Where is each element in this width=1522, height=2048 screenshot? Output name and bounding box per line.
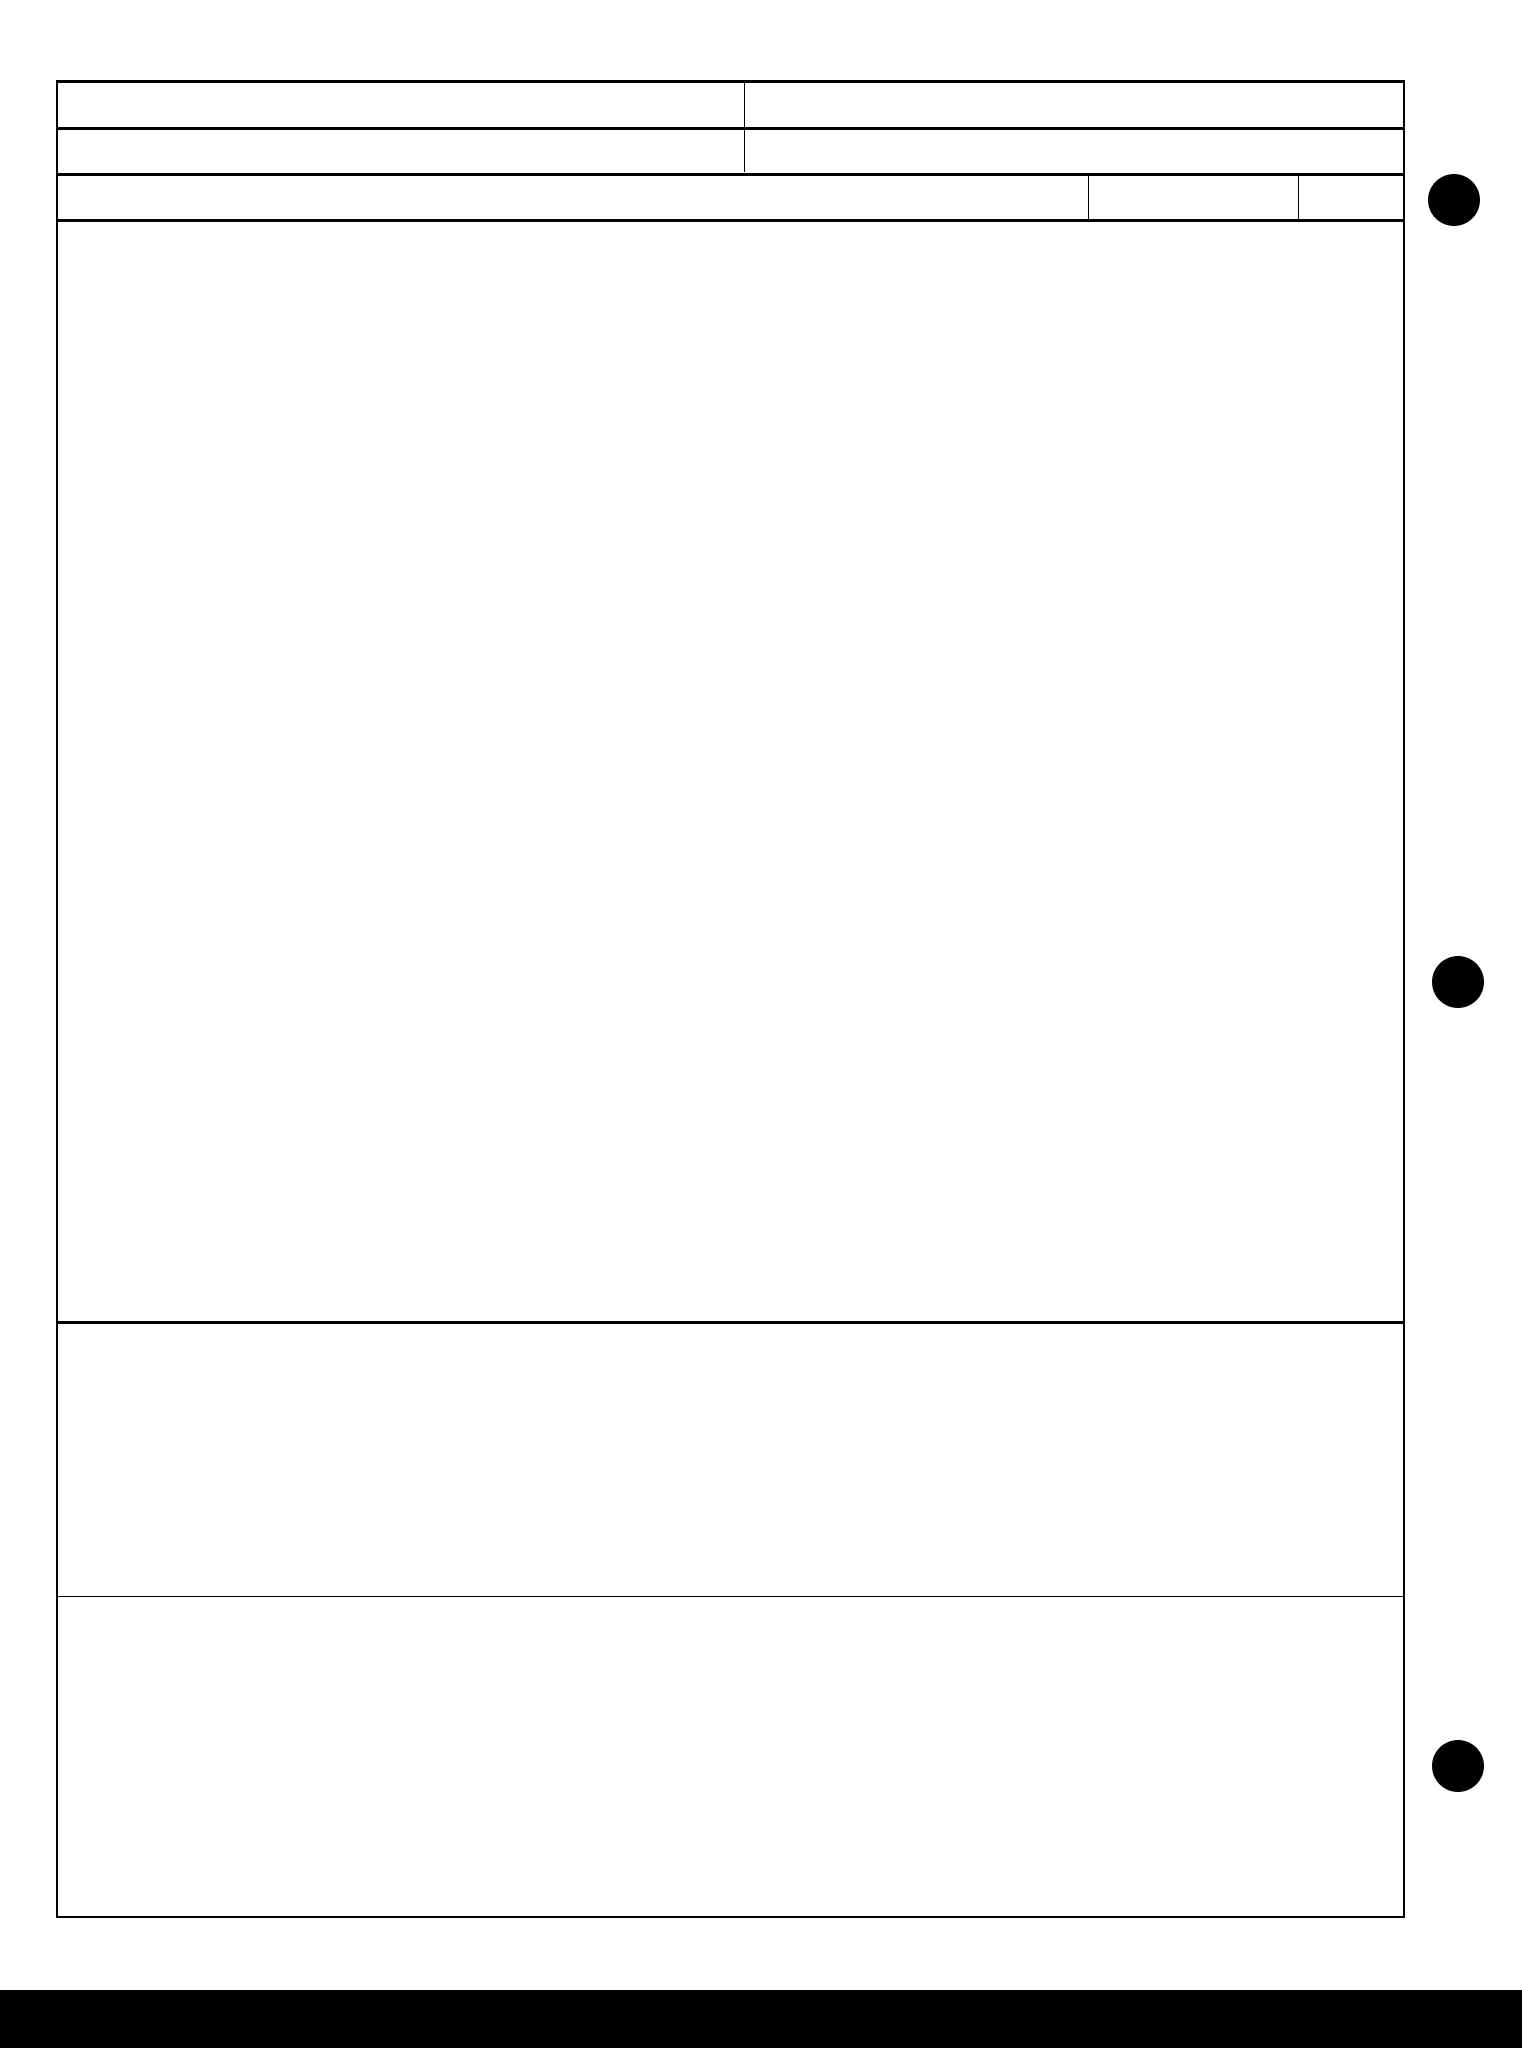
husband-given-field[interactable] [62, 84, 732, 124]
binder-hole-bottom [1432, 1740, 1484, 1792]
husband-last-field[interactable] [820, 84, 1400, 124]
binder-hole-middle [1432, 956, 1484, 1008]
binder-hole-top [1428, 174, 1480, 226]
other-marriages-field[interactable] [62, 1350, 1400, 1590]
wife-given-field[interactable] [62, 130, 732, 170]
wife-maiden-field[interactable] [820, 130, 1400, 170]
scan-bottom-edge [0, 1990, 1522, 2048]
sources-field[interactable] [62, 1622, 1400, 1914]
